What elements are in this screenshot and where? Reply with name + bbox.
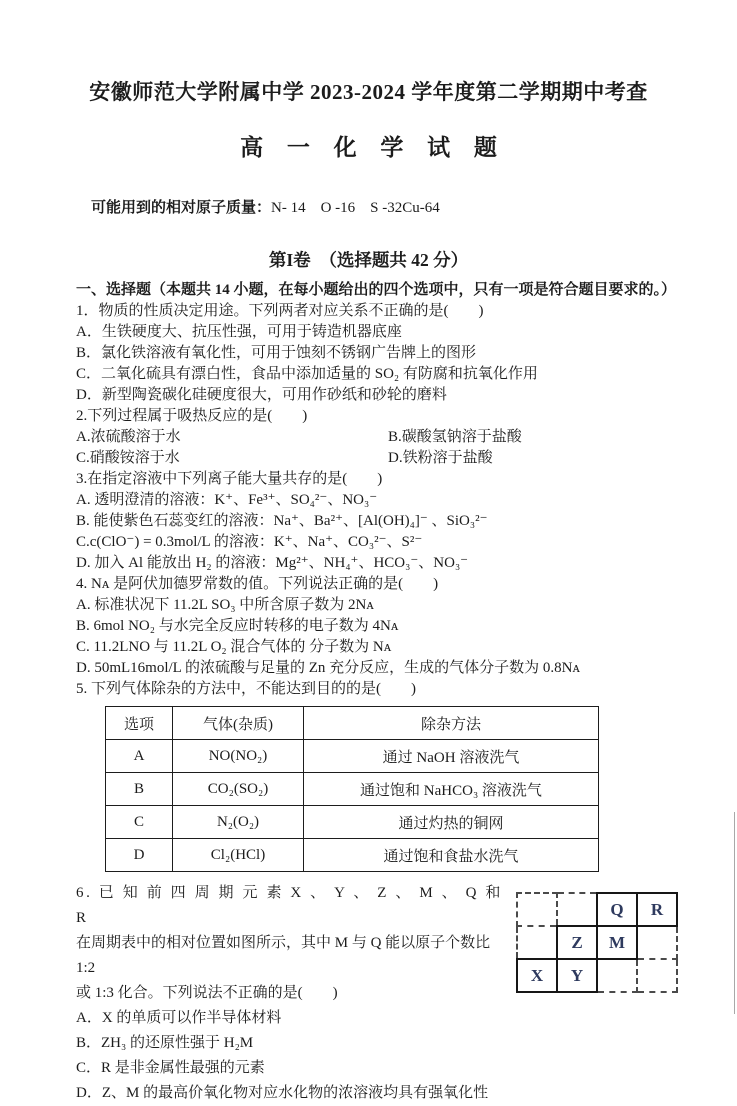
question-1-option-a: A．生铁硬度大、抗压性强，可用于铸造机器底座	[76, 324, 402, 340]
question-6	[76, 881, 703, 1106]
diagram-row	[517, 893, 677, 926]
table-header-method: 除杂方法	[304, 707, 599, 740]
diagram-row	[517, 926, 677, 959]
question-6-option-d: D．Z、M 的最高价氧化物对应水化物的浓溶液均具有强氧化性	[76, 1085, 489, 1101]
scan-edge-artifact	[734, 812, 735, 1014]
question-4-option-d: D. 50mL16mol/L 的浓硫酸与足量的 Zn 充分反应，生成的气体分子数为 0.8Nᴀ	[76, 660, 581, 676]
table-cell: 通过饱和食盐水洗气	[304, 839, 599, 872]
periodic-position-diagram	[516, 892, 678, 993]
diagram-cell-m	[597, 926, 637, 959]
table-cell: C	[106, 806, 173, 839]
question-6-stem-line-1: 6. 已 知 前 四 周 期 元 素 X 、 Y 、 Z 、 M 、 Q 和 R	[76, 885, 510, 926]
table-row	[106, 740, 599, 773]
question-6-option-c: C．R 是非金属性最强的元素	[76, 1060, 265, 1076]
question-2-option-b: B.碳酸氢钠溶于盐酸	[388, 429, 522, 445]
diagram-cell-y	[557, 959, 597, 992]
question-3-option-c: C.c(ClO⁻) = 0.3mol/L 的溶液：K⁺、Na⁺、CO₃²⁻、S²⁻	[76, 534, 423, 550]
question-4-option-c: C. 11.2LNO 与 11.2L O₂ 混合气体的 分子数为 Nᴀ	[76, 639, 392, 655]
question-6-stem-line-2: 在周期表中的相对位置如图所示，其中 M 与 Q 能以原子个数比 1:2	[76, 935, 494, 976]
element-label-x: X	[530, 965, 544, 985]
question-4-option-a: A. 标准状况下 11.2L SO₃ 中所含原子数为 2Nᴀ	[76, 597, 374, 613]
diagram-empty-cell	[517, 893, 557, 926]
diagram-row	[517, 959, 677, 992]
table-cell: B	[106, 773, 173, 806]
atomic-masses-values: N- 14 O -16 S -32Cu-64	[271, 200, 440, 216]
question-6-option-a: A．X 的单质可以作半导体材料	[76, 1010, 282, 1026]
diagram-cell-q	[597, 893, 637, 926]
section-header: 第I卷 （选择题共 42 分）	[268, 250, 469, 270]
question-1-option-c: C．二氧化硫具有漂白性，食品中添加适量的 SO₂ 有防腐和抗氧化作用	[76, 366, 538, 382]
question-4-stem: 4. Nᴀ 是阿伏加德罗常数的值。下列说法正确的是( )	[76, 576, 439, 592]
question-3-option-d: D. 加入 Al 能放出 H₂ 的溶液：Mg²⁺、NH₄⁺、HCO₃⁻、NO₃⁻	[76, 555, 469, 571]
question-2-stem: 2.下列过程属于吸热反应的是( )	[76, 408, 308, 424]
question-3-option-b: B. 能使紫色石蕊变红的溶液：Na⁺、Ba²⁺、[Al(OH)₄]⁻ 、SiO₃²⁻	[76, 513, 488, 529]
table-header-option: 选项	[106, 707, 173, 740]
atomic-masses-line	[76, 179, 703, 234]
question-2-options	[76, 427, 703, 469]
diagram-empty-cell	[637, 926, 677, 959]
table-cell: N₂(O₂)	[173, 806, 304, 839]
section-instruction: 一、选择题（本题共 14 小题，在每小题给出的四个选项中，只有一项是符合题目要求的。）	[76, 282, 677, 298]
question-1-option-d: D．新型陶瓷碳化硅硬度很大，可用作砂纸和砂轮的磨料	[76, 387, 447, 403]
question-2-option-d: D.铁粉溶于盐酸	[388, 450, 493, 466]
question-6-stem-line-3: 或 1:3 化合。下列说法不正确的是( )	[76, 985, 338, 1001]
table-cell: NO(NO₂)	[173, 740, 304, 773]
question-1-option-b: B．氯化铁溶液有氧化性，可用于蚀刻不锈钢广告牌上的图形	[76, 345, 477, 361]
question-2	[76, 406, 703, 469]
question-3-stem: 3.在指定溶液中下列离子能大量共存的是( )	[76, 471, 383, 487]
table-cell: Cl₂(HCl)	[173, 839, 304, 872]
table-cell: 通过饱和 NaHCO₃ 溶液洗气	[304, 773, 599, 806]
gas-purification-table	[105, 706, 599, 872]
question-6-option-b: B．ZH₃ 的还原性强于 H₂M	[76, 1035, 254, 1051]
question-4-option-b: B. 6mol NO₂ 与水完全反应时转移的电子数为 4Nᴀ	[76, 618, 399, 634]
table-row	[106, 773, 599, 806]
table-row	[106, 806, 599, 839]
table-cell: A	[106, 740, 173, 773]
atomic-masses-label: 可能用到的相对原子质量：	[91, 200, 272, 216]
table-cell: CO₂(SO₂)	[173, 773, 304, 806]
question-4	[76, 574, 703, 679]
diagram-empty-cell	[597, 959, 637, 992]
table-cell: 通过灼热的铜网	[304, 806, 599, 839]
diagram-empty-cell	[557, 893, 597, 926]
table-cell: D	[106, 839, 173, 872]
question-5	[76, 679, 703, 872]
table-row	[106, 839, 599, 872]
diagram-cell-x	[517, 959, 557, 992]
diagram-empty-cell	[637, 959, 677, 992]
element-label-q: Q	[610, 899, 624, 919]
diagram-cell-r	[637, 893, 677, 926]
question-1-stem: 1．物质的性质决定用途。下列两者对应关系不正确的是( )	[76, 303, 484, 319]
element-label-z: Z	[571, 932, 583, 952]
page-title: 安徽师范大学附属中学 2023-2024 学年度第二学期期中考查	[89, 80, 648, 104]
table-header-gas: 气体(杂质)	[173, 707, 304, 740]
diagram-cell-z	[557, 926, 597, 959]
question-3-option-a: A. 透明澄清的溶液：K⁺、Fe³⁺、SO₄²⁻、NO₃⁻	[76, 492, 378, 508]
element-label-m: M	[608, 932, 626, 952]
question-2-option-a: A.浓硫酸溶于水	[76, 429, 181, 445]
element-label-r: R	[650, 899, 664, 919]
question-5-stem: 5. 下列气体除杂的方法中，不能达到目的的是( )	[76, 681, 416, 697]
exam-subtitle: 高 一 化 学 试 题	[240, 135, 506, 160]
question-2-option-c: C.硝酸铵溶于水	[76, 450, 180, 466]
element-label-y: Y	[570, 965, 584, 985]
diagram-empty-cell	[517, 926, 557, 959]
table-header-row	[106, 707, 599, 740]
question-1	[76, 301, 703, 406]
table-cell: 通过 NaOH 溶液洗气	[304, 740, 599, 773]
question-3	[76, 469, 703, 574]
